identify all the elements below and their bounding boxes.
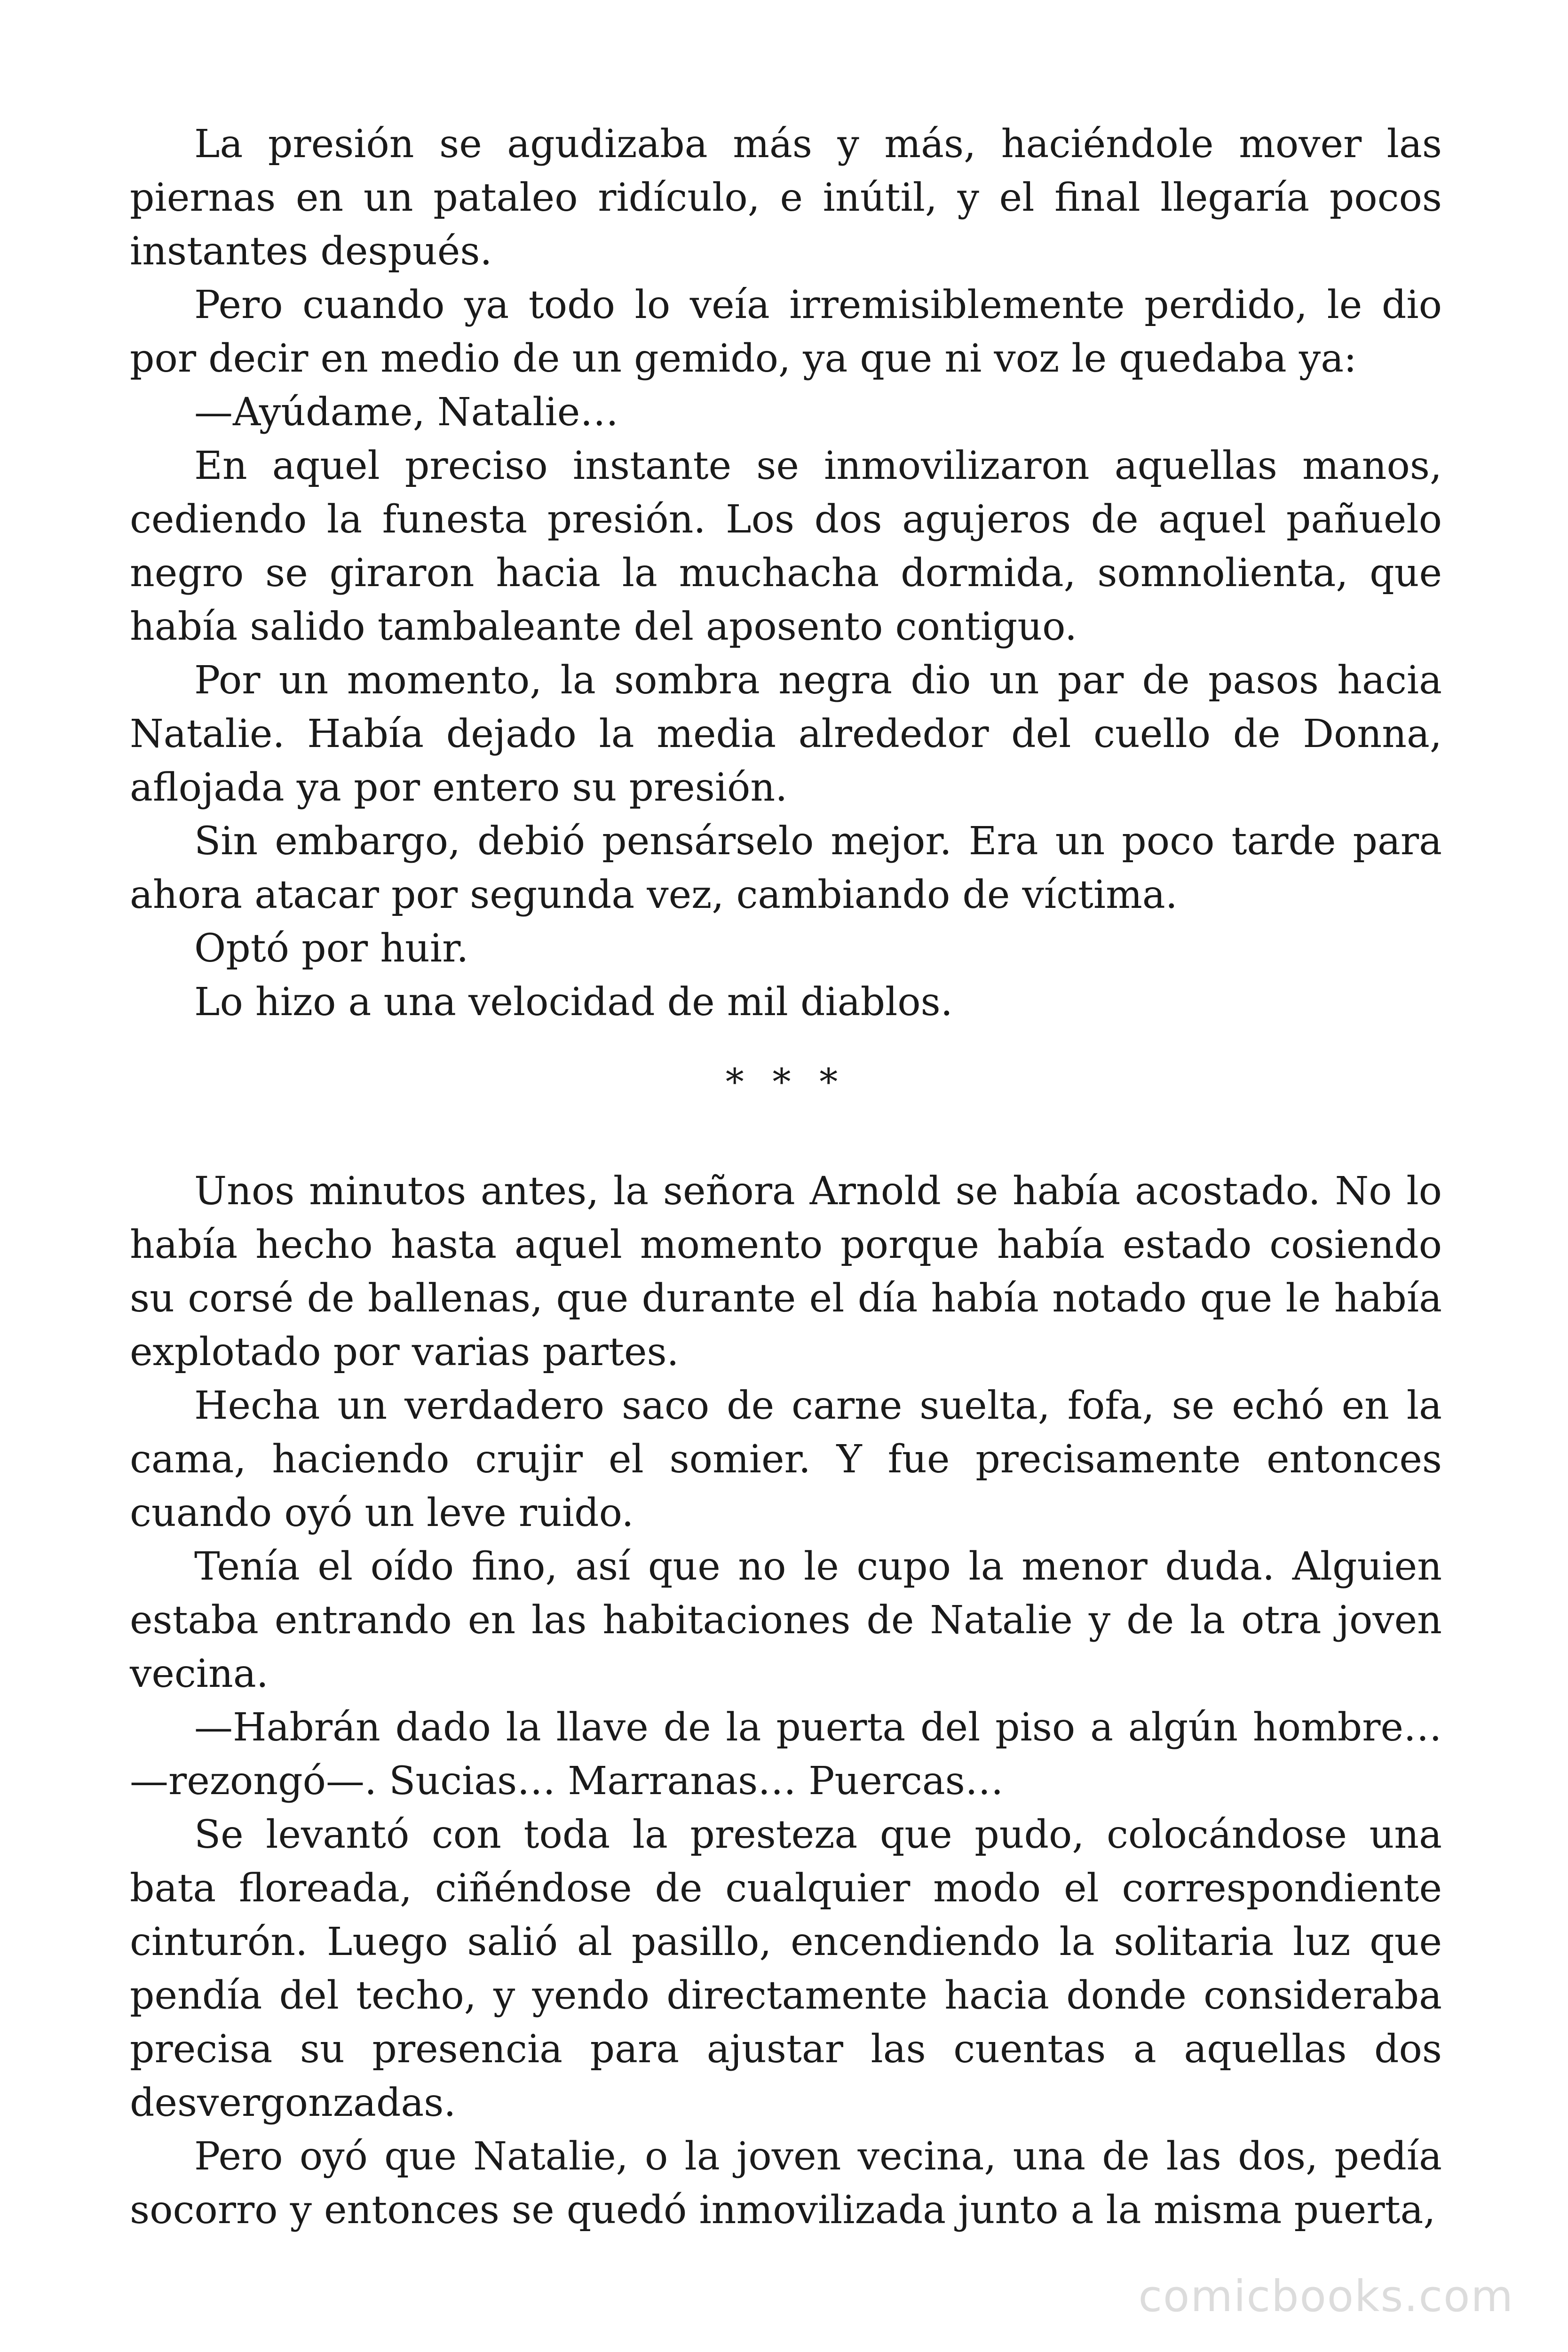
paragraph: Unos minutos antes, la señora Arnold se había acostado. No lo había hecho hasta aquel momento porque había estado cosiendo su corsé de ballenas, que durante el día había notado que le había explotado por varias partes. <box>130 1169 1442 1375</box>
paragraph: Tenía el oído fino, así que no le cupo la menor duda. Alguien estaba entrando en las habitaciones de Natalie y de la otra joven vecina. <box>130 1544 1442 1696</box>
paragraph: Lo hizo a una velocidad de mil diablos. <box>194 980 953 1025</box>
paragraph: Hecha un verdadero saco de carne suelta, fofa, se echó en la cama, haciendo crujir el somier. Y fue precisamente entonces cuando oyó un leve ruido. <box>130 1383 1442 1535</box>
paragraph: Pero oyó que Natalie, o la joven vecina, una de las dos, pedía socorro y entonces se quedó inmovilizada junto a la misma puerta, <box>130 2134 1442 2233</box>
paragraph: Sin embargo, debió pensárselo mejor. Era un poco tarde para ahora atacar por segunda vez, cambiando de víctima. <box>130 819 1442 917</box>
paragraph: —Habrán dado la llave de la puerta del piso a algún hombre… —rezongó—. Sucias… Marranas… Puercas… <box>130 1705 1442 1804</box>
paragraph: —Ayúdame, Natalie… <box>194 390 619 435</box>
paragraph: Optó por huir. <box>194 926 469 971</box>
paragraph: Por un momento, la sombra negra dio un par de pasos hacia Natalie. Había dejado la media alrededor del cuello de Donna, aflojada ya por entero su presión. <box>130 658 1442 810</box>
watermark: comicbooks.com <box>1138 2271 1514 2321</box>
body-text <box>130 118 1442 2237</box>
paragraph: La presión se agudizaba más y más, haciéndole mover las piernas en un pataleo ridículo, e inútil, y el final llegaría pocos instantes después. <box>130 122 1442 274</box>
paragraph: Pero cuando ya todo lo veía irremisiblemente perdido, le dio por decir en medio de un gemido, ya que ni voz le quedaba ya: <box>130 283 1442 381</box>
paragraph: Se levantó con toda la presteza que pudo, colocándose una bata floreada, ciñéndose de cualquier modo el correspondiente cinturón. Luego salió al pasillo, encendiendo la solitaria luz que pendía del techo, y yendo directamente hacia donde consideraba precisa su presencia para ajustar las cuentas a aquellas dos desvergonzadas. <box>130 1812 1442 2125</box>
section-break: * * * <box>725 1061 847 1104</box>
paragraph: En aquel preciso instante se inmovilizaron aquellas manos, cediendo la funesta presión. Los dos agujeros de aquel pañuelo negro se giraron hacia la muchacha dormida, somnolienta, que había salido tambaleante del aposento contiguo. <box>130 444 1442 649</box>
